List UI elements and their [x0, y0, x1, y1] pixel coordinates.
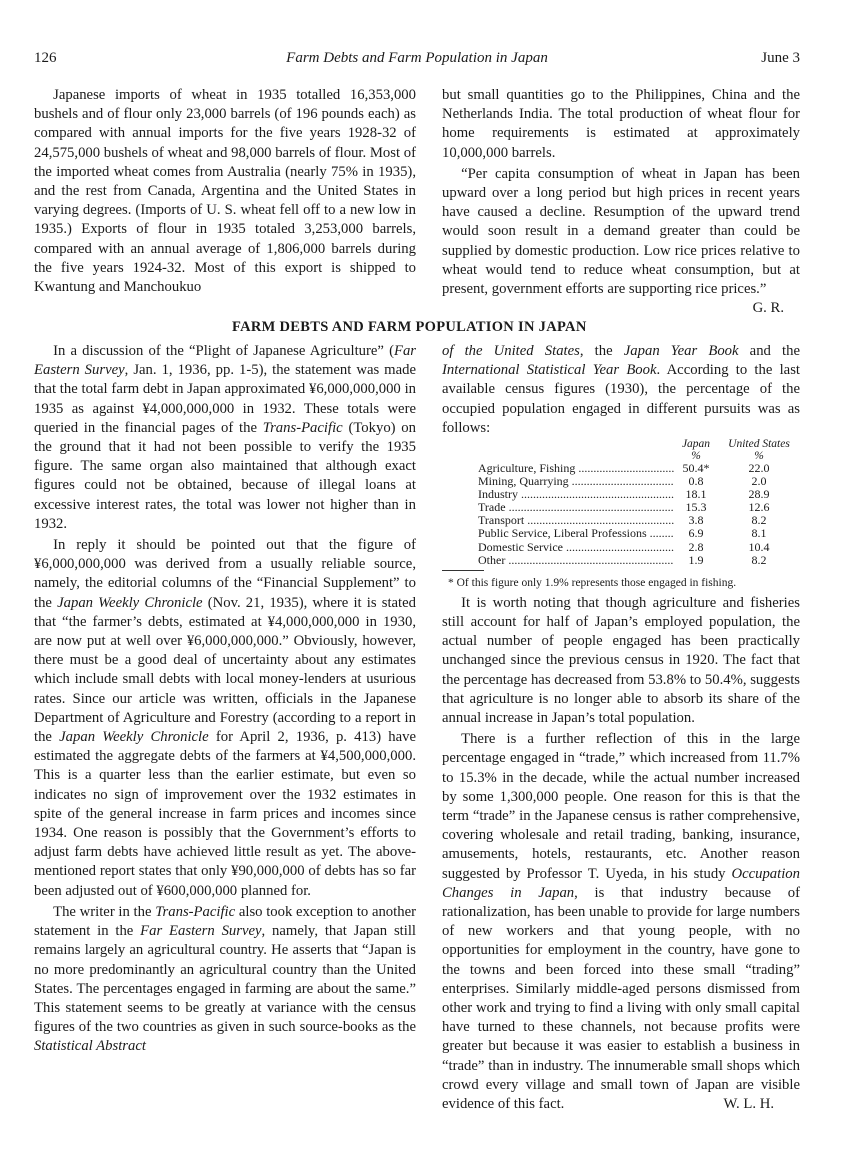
farm-paragraph-4: of the United States, the Japan Year Book and the International Statistical Year Book. According to the last available census figures (1930), the percentage of the occupied population engaged in different pursuits was as follows: [442, 343, 800, 436]
farm-paragraph-6: There is a further reflection of this in the large percentage engaged in “trade,” which increased from 11.7% to 15.3% in the decade, while the actual number increased by some 1,300,000 people. One reason for this is that the term “trade” in the Japanese census is rather comprehensive, covering wholesale and retail trading, banking, insurance, amusements, hotels, restaurants, etc. Another reason suggested by Professor T. Uyeda, in his study Occupation Changes in Japan, is that industry because of rationalization, has been unable to provide for large numbers of new workers and that young people, with no opportunities for employment in the country, have gone to the towns and been forced into these small “trading” enterprises. Similarly middle-aged persons dismissed from other work and trying to find a living with only small capital have turned to these channels, not because profits were greater but because it was easier to establish a business in “trade” than in industry. The innumerable small shops which crowd every village and small town of Japan are visible evidence of this fact. W. L. H. [442, 730, 800, 1114]
article-heading: FARM DEBTS AND FARM POPULATION IN JAPAN [232, 319, 587, 335]
table-row [442, 488, 800, 501]
japan-value: 1.9 [688, 552, 704, 567]
column-header-japan: Japan % [681, 438, 711, 463]
page-number: 126 [34, 50, 57, 66]
farm-paragraph-5: It is worth noting that though agriculture and fisheries still account for half of Japan’s employed population, the actual number of people engaged has been practically unchanged since the previous census in 1920. The fact that the percentage has decreased from 53.8% to 50.4%, suggests that agriculture is no longer able to absorb its share of the annual increase in Japan’s total population. [442, 594, 800, 726]
row-label: Transport ..... [478, 514, 674, 527]
us-value: 8.2 [751, 513, 767, 528]
source-citation: Japan Weekly Chronicle [59, 729, 209, 746]
us-value: 2.0 [751, 474, 767, 489]
farm-paragraph-1: In a discussion of the “Plight of Japanese Agriculture” (Far Eastern Survey, Jan. 1, 1936, pp. 1-5), the statement was made that the total farm debt in Japan approximated ¥6,000,000,000 in 1935 as against ¥4,000,000,000 in 1932. These totals were queried in the financial pages of the Trans-Pacific (Tokyo) on the ground that it had not been possible to verify the 1935 figure. The same organ also maintained that although exact figures could not be obtained, because of illegal loans at excessive interest rates, the total was lower not higher than in 1932. [34, 343, 416, 532]
source-citation: Japan Year Book [623, 343, 739, 359]
running-title: Farm Debts and Farm Population in Japan [286, 50, 548, 66]
source-citation: Trans-Pacific [155, 903, 236, 920]
farm-paragraph-2: In reply it should be pointed out that the figure of ¥6,000,000,000 was derived from a usually reliable source, namely, the editorial columns of the “Financial Supplement” to the Japan Weekly Chronicle (Nov. 21, 1935), where it is stated that “the farmer’s debts, estimated at ¥4,000,000,000 in 1930, are now put at well over ¥6,000,000,000.” Obviously, however, there must be a good deal of uncertainty about any estimates which include small debts with local money-lenders at usurious rates. Since our article was written, officials in the Japanese Department of Agriculture and Forestry (according to a report in the Japan Weekly Chronicle for April 2, 1936, p. 413) have estimated the aggregate debts of the farmers at ¥4,500,000,000. This is a quarter less than the earlier estimate, but even so indicates no sign of improvement over the 1932 estimates in spite of the general increase in farm prices and incomes since 1934. One reason is possibly that the Government’s efforts to adjust farm debts have achieved little result as yet. The above-mentioned report states that only ¥90,000,000 of debts has so far been adjusted out of ¥600,000,000 planned for. [34, 537, 417, 899]
table-row [442, 541, 800, 554]
wheat-paragraph-2: but small quantities go to the Philippines, China and the Netherlands India. The total production of wheat flour for home requirements is estimated at approximately 10,000,000 barrels. [442, 87, 800, 161]
japan-value: 50.4* [682, 461, 710, 476]
wheat-paragraph-3: “Per capita consumption of wheat in Japan has been upward over a long period but high prices in recent years have caused a decline. Resumption of the upward trend would soon result in a demand greater than could be supplied by domestic production. Low rice prices relative to wheat would tend to reduce wheat consumption, but at present, government efforts are supporting rice prices.” G. R. [442, 165, 800, 299]
table-header [442, 438, 800, 462]
us-value: 10.4 [748, 539, 770, 554]
japan-value: 18.1 [685, 487, 707, 502]
row-label: Domestic Service ..... [478, 541, 674, 554]
table-row [442, 554, 800, 567]
us-value: 8.1 [751, 526, 767, 541]
column-header-united-states: United States % [728, 438, 790, 463]
wheat-paragraph-1: Japanese imports of wheat in 1935 totalled 16,353,000 bushels and of flour only 23,000 barrels (of 196 pounds each) as compared with annual imports for the five years 1928-32 of 24,575,000 bushels of wheat and 98,000 barrels of flour. Most of the imported wheat comes from Australia (nearly 75% in 1935), and the rest from Canada, Argentina and the United States in varying degrees. (Imports of U. S. wheat fell off to a new low in 1935.) Exports of flour in 1935 totaled 3,253,000 barrels, compared with an annual average of 1,806,000 barrels during the five years 1924-32. Most of this export is shipped to Kwantung and Manchoukuo [34, 87, 416, 296]
table-row [442, 527, 800, 540]
wheat-article-left-column [34, 86, 416, 297]
row-label: Mining, Quarrying ..... [478, 475, 674, 488]
farm-signature: W. L. H. [723, 1096, 774, 1113]
source-citation: Occupation Changes in Japan [442, 865, 800, 901]
row-label: Trade ..... [478, 501, 674, 514]
japan-value: 15.3 [685, 500, 707, 515]
page-header [34, 50, 800, 72]
farm-paragraph-3: The writer in the Trans-Pacific also took exception to another statement in the Far Eastern Survey, namely, that Japan still remains largely an agricultural country. He asserts that “Japan is no more predominantly an agricultural country than the United States. The percentages engaged in farming are about the same.” This statement seems to be greatly at variance with the census figures of the two countries as given in such source-books as the Statistical Abstract [34, 903, 417, 1055]
us-value: 12.6 [748, 500, 770, 515]
japan-value: 6.9 [688, 526, 704, 541]
occupation-table [442, 438, 800, 590]
source-citation: Statistical Abstract [34, 1038, 146, 1055]
table-row [442, 475, 800, 488]
table-row [442, 501, 800, 514]
row-label: Agriculture, Fishing ..... [478, 462, 674, 475]
us-value: 22.0 [748, 461, 770, 476]
row-label: Other ..... [478, 554, 674, 567]
source-citation: Far Eastern Survey [140, 923, 262, 940]
source-citation: of the United States [442, 343, 580, 359]
farm-article-left-column [34, 342, 416, 1057]
us-value: 28.9 [748, 487, 770, 502]
wheat-article-right-column [442, 86, 800, 318]
japan-value: 0.8 [688, 474, 704, 489]
row-label: Public Service, Liberal Professions ..... [478, 527, 674, 540]
source-citation: Japan Weekly Chronicle [57, 594, 203, 611]
issue-date: June 3 [761, 50, 800, 66]
japan-value: 3.8 [688, 513, 704, 528]
footnote-rule [442, 570, 484, 571]
wheat-signature: G. R. [752, 300, 784, 317]
table-row [442, 514, 800, 527]
source-citation: International Statistical Year Book [442, 362, 657, 379]
farm-article-right-column [442, 342, 800, 1114]
source-citation: Trans-Pacific [262, 419, 343, 436]
us-value: 8.2 [751, 552, 767, 567]
table-row [442, 462, 800, 475]
row-label: Industry ..... [478, 488, 674, 501]
source-citation: Far Eastern Survey [34, 343, 416, 379]
table-footnote: * Of this figure only 1.9% represents those engaged in fishing. [448, 576, 737, 589]
japan-value: 2.8 [688, 539, 704, 554]
